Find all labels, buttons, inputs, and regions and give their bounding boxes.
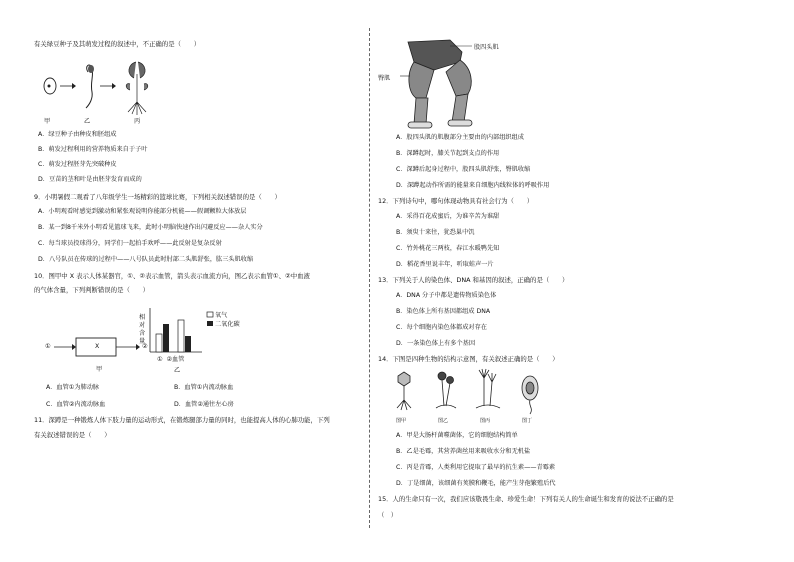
bar-v2-o2 <box>178 320 184 352</box>
q14-option-a: A．甲是大肠杆菌噬菌体，它的细胞结构简单 <box>396 432 518 439</box>
right-column <box>378 0 760 562</box>
q13-option-b: B．染色体上所有基因都组成 DNA <box>396 308 491 315</box>
q11-option-b: B．深蹲起时，膝关节起到支点的作用 <box>396 150 500 157</box>
q8-label-yi: 乙 <box>84 118 91 125</box>
q9-option-c: C．每当球员投球得分，同学们一起拍手欢呼——此反射是复杂反射 <box>38 240 222 247</box>
q8-germination-figure <box>40 52 160 118</box>
vessel-1-label: ① <box>45 343 51 350</box>
q14-label-jia: 图甲 <box>396 418 407 424</box>
q11-stem-line2: 有关叙述错误的是（ ） <box>34 431 111 439</box>
legend-o2: 氧气 <box>215 312 228 319</box>
q10-option-a: A．血管①为肺动脉 <box>46 384 100 391</box>
q10-stem-line1: 10．图甲中 X 表示人体某器官，①、②表示血管，箭头表示血流方向，图乙表示血管①、②中血液 <box>34 272 310 280</box>
bacterium-shape <box>522 376 538 414</box>
q15-stem-line2: （ ） <box>378 511 398 519</box>
q14-label-yi: 图乙 <box>438 418 449 424</box>
q12-option-a: A．采得百花成蜜后，为谁辛苦为谁甜 <box>396 213 500 220</box>
q9-option-a: A．小明观看时感觉到激动和紧张观说明你能部分机能——假调颗粒大体放层 <box>38 208 247 215</box>
q10-caption-jia: 甲 <box>96 366 103 373</box>
q8-option-a: A．绿豆种子由种皮和胚组成 <box>38 131 117 138</box>
q10-gas-bar-chart <box>146 306 206 356</box>
q8-stem: 有关绿豆种子及其萌发过程的叙述中，不正确的是（ ） <box>34 40 201 48</box>
vessel-2-label: ② <box>142 343 148 350</box>
mucor-shape <box>436 372 456 408</box>
q9-option-b: B．某一到8千米外小明看见篮球飞来，此时小明脑快速作出闪避反应——杂人实分 <box>38 224 263 231</box>
q11-option-a: A．股四头肌的肌腹部分主要由的内部组织组成 <box>396 134 524 141</box>
q14-label-ding: 图丁 <box>522 418 533 424</box>
q13-option-c: C．每个细胞内染色体都成对存在 <box>396 324 487 331</box>
q14-organisms-figure <box>396 368 546 418</box>
bar-v2-co2 <box>185 336 191 352</box>
q14-option-c: C．丙是青霉，人类利用它提取了最早的抗生素——青霉素 <box>396 464 556 471</box>
q14-option-b: B．乙是毛霉，其营养菌丝用来吸收水分和无机盐 <box>396 448 531 455</box>
q12-option-c: C．竹外桃花三两枝，春江水暖鸭先知 <box>396 245 500 252</box>
q12-option-b: B．须臾十来往，犹恐巢中饥 <box>396 229 475 236</box>
q8-option-d: D．豆苗的茎和叶是由胚芽发育而成的 <box>38 176 142 183</box>
bar-v1-co2 <box>163 324 169 352</box>
q9-stem: 9．小明暑假二观看了八年级学生一场精彩的篮球比赛，下列相关叙述错误的是（ ） <box>34 193 281 201</box>
q10-option-d: D．血管②通往左心房 <box>174 401 234 408</box>
q14-label-bing: 图丙 <box>480 418 491 424</box>
legend-co2: 二氧化碳 <box>215 321 240 328</box>
q10-caption-yi: 乙 <box>174 367 181 374</box>
q14-stem: 14．下图是四种生物的结构示意图，有关叙述正确的是（ ） <box>378 355 559 363</box>
q10-option-b: B．血管①内流动脉血 <box>174 384 234 391</box>
q13-option-d: D．一条染色体上有多个基因 <box>396 340 476 347</box>
q8-option-b: B．萌发过程利用的营养物质来自于子叶 <box>38 146 148 153</box>
q9-option-d: D．八号队员在传球的过程中——八号队员此时肘部二头肌舒张，肱三头肌收缩 <box>38 256 254 263</box>
q14-option-d: D．丁是细菌，该细菌有荚膜和鞭毛，能产生芽孢繁殖后代 <box>396 480 556 487</box>
label-gluteus: 臀肌 <box>378 75 391 82</box>
q12-stem: 12．下列诗句中，哪句体现动物具有社会行为（ ） <box>378 197 534 205</box>
q8-label-bing: 丙 <box>134 118 141 125</box>
chart-x-axis-label: ① ②血管 <box>157 356 185 363</box>
q8-option-c: C．萌发过程胚芽先突破种皮 <box>38 161 117 168</box>
q15-stem-line1: 15．人的生命只有一次，我们应该敬畏生命、珍爱生命！下列有关人的生命诞生和发育的说法不正确的是 <box>378 495 674 503</box>
seedling-shape <box>126 62 148 115</box>
q10-option-c: C．血管②内流动脉血 <box>46 401 106 408</box>
q13-option-a: A．DNA 分子中都是遗传物质染色体 <box>396 292 497 299</box>
bar-v1-o2 <box>156 334 162 352</box>
q8-label-jia: 甲 <box>44 118 51 125</box>
q11-stem-line1: 11．深蹲是一种锻炼人体下肢力量的运动形式，在锻炼腿部力量的同时，也能提高人体的心肺功能，下列 <box>34 416 330 424</box>
label-quadriceps: 股四头肌 <box>474 44 499 51</box>
phage-shape <box>398 372 410 386</box>
q13-stem: 13．下列关于人的染色体、DNA 和基因的叙述，正确的是（ ） <box>378 276 569 284</box>
q12-option-d: D．稻花香里说丰年，听取蛙声一片 <box>396 261 494 268</box>
organ-x-label: X <box>95 343 100 350</box>
left-column <box>34 0 360 562</box>
q10-stem-line2: 的气体含量，下列判断错误的是（ ） <box>34 286 150 294</box>
chart-y-label: 相 对 含 量 <box>139 314 146 345</box>
column-divider <box>369 28 370 528</box>
penicillium-shape <box>476 369 500 408</box>
q11-option-c: C．深蹲后起身过程中，股四头肌舒张，臀肌收缩 <box>396 166 531 173</box>
q11-option-d: D．深蹲起动作所需的能量来自细胞内线粒体的呼吸作用 <box>396 182 550 189</box>
